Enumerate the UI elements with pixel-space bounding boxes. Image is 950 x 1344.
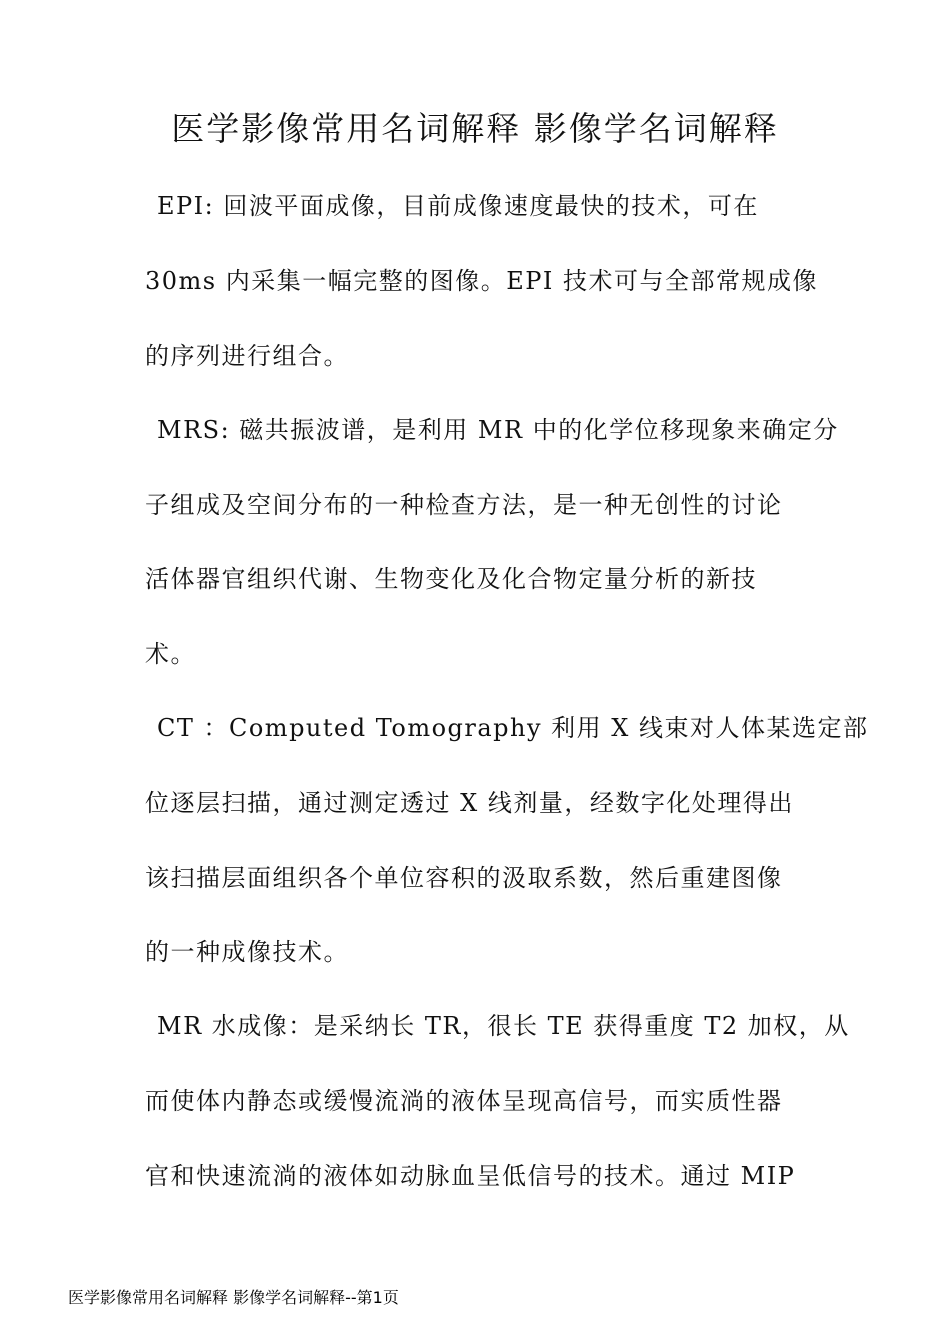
paragraph-line-ct-3: 该扫描层面组织各个单位容积的汲取系数，然后重建图像 [145, 864, 783, 892]
paragraph-line-mrs-1: MRS: 磁共振波谱，是利用 MR 中的化学位移现象来确定分 [157, 416, 839, 444]
paragraph-line-mr-1: MR 水成像：是采纳长 TR，很长 TE 获得重度 T2 加权，从 [157, 1012, 850, 1040]
paragraph-line-epi-3: 的序列进行组合。 [145, 342, 349, 370]
paragraph-line-ct-1: CT ：Computed Tomography 利用 X 线束对人体某选定部 [157, 714, 869, 742]
paragraph-line-mrs-2: 子组成及空间分布的一种检查方法，是一种无创性的讨论 [145, 491, 783, 519]
paragraph-line-epi-1: EPI: 回波平面成像，目前成像速度最快的技术，可在 [157, 192, 759, 220]
page-footer: 医学影像常用名词解释 影像学名词解释--第1页 [68, 1288, 399, 1307]
paragraph-line-ct-4: 的一种成像技术。 [145, 938, 349, 966]
paragraph-line-ct-2: 位逐层扫描，通过测定透过 X 线剂量，经数字化处理得出 [145, 789, 794, 817]
paragraph-line-epi-2: 30ms 内采集一幅完整的图像。EPI 技术可与全部常规成像 [145, 267, 819, 295]
document-title: 医学影像常用名词解释 影像学名词解释 [171, 109, 779, 148]
paragraph-line-mr-3: 官和快速流淌的液体如动脉血呈低信号的技术。通过 MIP [145, 1162, 796, 1190]
paragraph-line-mrs-3: 活体器官组织代谢、生物变化及化合物定量分析的新技 [145, 565, 757, 593]
paragraph-line-mr-2: 而使体内静态或缓慢流淌的液体呈现高信号，而实质性器 [145, 1087, 783, 1115]
paragraph-line-mrs-4: 术。 [145, 640, 196, 668]
